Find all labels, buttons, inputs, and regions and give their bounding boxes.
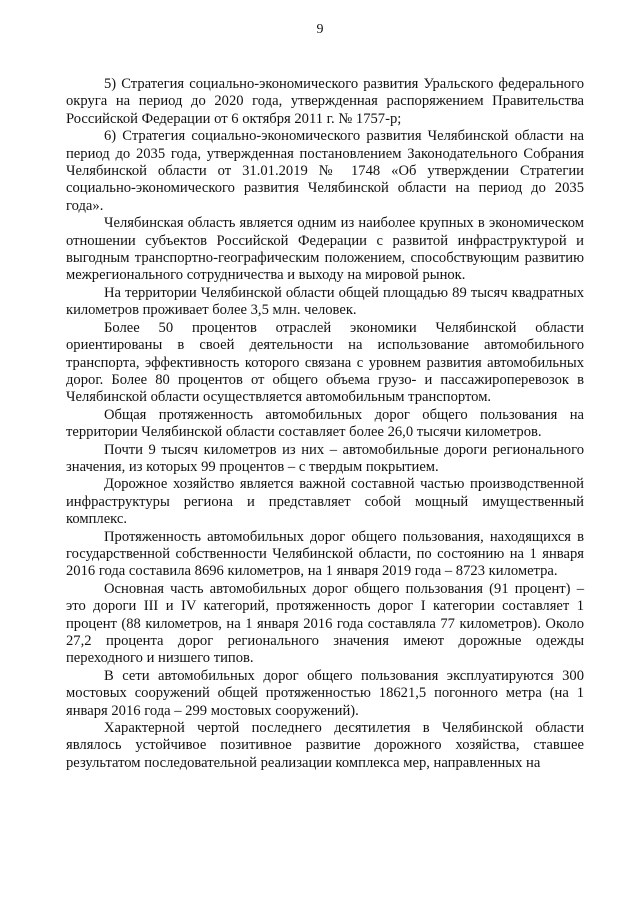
paragraph-territory-population: На территории Челябинской области общей площадью 89 тысяч квадратных километров проживает более 3,5 млн. человек.: [66, 284, 584, 319]
paragraph-regional-roads: Почти 9 тысяч километров из них – автомобильные дороги регионального значения, из которых 99 процентов – с твердым покрытием.: [66, 441, 584, 475]
paragraph-decade-development: Характерной чертой последнего десятилетия в Челябинской области являлось устойчивое позитивное развитие дорожного хозяйства, ставшее результатом последовательной реализации комплекса мер, направленных на: [66, 720, 584, 771]
paragraph-state-roads: Протяженность автомобильных дорог общего пользования, находящихся в государственной собственности Челябинской области, по состоянию на 1 января 2016 года составила 8696 километров, на 1 января 2019 года – 8723 километра.: [66, 528, 584, 580]
paragraph-road-categories: Основная часть автомобильных дорог общего пользования (91 процент) – это дороги III и IV категорий, протяженность дорог I категории составляет 1 процент (88 километров, на 1 января 2016 года составляла 77 километров). Около 27,2 процента дорог регионального значения имеют дорожные одежды переходного и низшего типов.: [66, 580, 584, 667]
paragraph-strategy-chelyabinsk: 6) Стратегия социально-экономического развития Челябинской области на период до 2035 года, утвержденная постановлением Законодательного Собрания Челябинской области от 31.01.2019 № 1748 «Об утверждении Стратегии социально-экономического развития Челябинской области на период до 2035 года».: [66, 128, 584, 214]
page-number: 9: [316, 22, 324, 37]
document-body: [66, 76, 584, 772]
paragraph-road-sector: Дорожное хозяйство является важной составной частью производственной инфраструктуры региона и представляет собой мощный имущественный комплекс.: [66, 476, 584, 528]
paragraph-bridges: В сети автомобильных дорог общего пользования эксплуатируются 300 мостовых сооружений общей протяженностью 18621,5 погонного метра (на 1 января 2016 года – 299 мостовых сооружений).: [66, 667, 584, 719]
paragraph-strategy-urals: 5) Стратегия социально-экономического развития Уральского федерального округа на период до 2020 года, утвержденная распоряжением Правительства Российской Федерации от 6 октября 2011 г. № 1757-р;: [66, 76, 584, 127]
paragraph-region-overview: Челябинская область является одним из наиболее крупных в экономическом отношении субъектов Российской Федерации с развитой инфраструктурой и выгодным транспортно-географическим положением, способствующим развитию межрегионального сотрудничества и выходу на мировой рынок.: [66, 215, 584, 284]
paragraph-road-length: Общая протяженность автомобильных дорог общего пользования на территории Челябинской области составляет более 26,0 тысячи километров.: [66, 406, 584, 441]
paragraph-economy-transport: Более 50 процентов отраслей экономики Челябинской области ориентированы в своей деятельности на использование автомобильного транспорта, эффективность которого связана с уровнем развития автомобильных дорог. Более 80 процентов от общего объема грузо- и пассажироперевозок в Челябинской области осуществляется автомобильным транспортом.: [66, 319, 584, 406]
